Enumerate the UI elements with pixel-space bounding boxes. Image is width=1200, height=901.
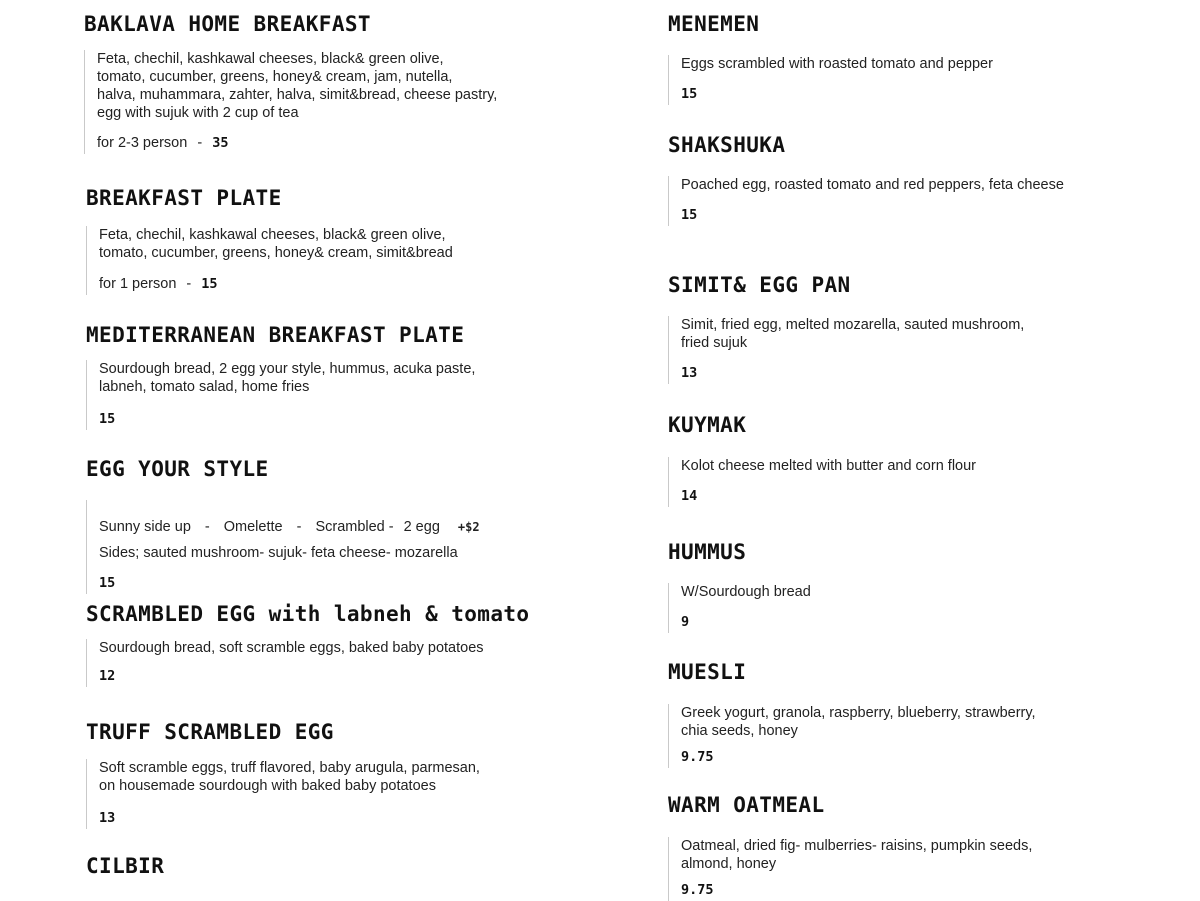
menu-item-detail — [86, 759, 606, 829]
menu-item-price-line — [681, 85, 1188, 103]
menu-item-hummus — [668, 539, 1188, 633]
menu-item-price: 15 — [681, 86, 698, 102]
menu-item-description: Oatmeal, dried fig- mulberries- raisins, pumpkin seeds, almond, honey — [681, 838, 1033, 872]
option-2-egg: 2 egg — [403, 519, 440, 535]
menu-item-price-line — [99, 275, 606, 293]
menu-item-title: TRUFF SCRAMBLED EGG — [86, 720, 334, 744]
menu-item-breakfast-plate — [86, 185, 606, 295]
menu-item-title: SHAKSHUKA — [668, 133, 786, 157]
menu-item-price-line — [681, 487, 1188, 505]
menu-item-price: 35 — [212, 135, 229, 151]
menu-item-price: 15 — [99, 575, 116, 591]
menu-item-price-line — [681, 613, 1188, 631]
menu-item-baklava-home-breakfast — [84, 11, 604, 154]
menu-item-detail — [668, 704, 1188, 768]
menu-item-title: HUMMUS — [668, 540, 747, 564]
menu-item-description: W/Sourdough bread — [681, 584, 811, 600]
menu-item-price: 15 — [201, 276, 218, 292]
menu-item-price: 9.75 — [681, 749, 714, 765]
menu-item-title: MENEMEN — [668, 12, 760, 36]
menu-item-price-line — [681, 881, 1188, 899]
menu-item-price-line — [99, 410, 606, 428]
menu-item-price: 9 — [681, 614, 690, 630]
menu-item-mediterranean-breakfast-plate — [86, 322, 606, 430]
menu-item-description: Feta, chechil, kashkawal cheeses, black& green olive, tomato, cucumber, greens, honey& cream, jam, nutella, halva, muhammara, zahter, halva, simit&bread, cheese pastry, egg with sujuk with 2 cup of tea — [97, 51, 498, 121]
menu-item-title: KUYMAK — [668, 413, 747, 437]
menu-item-simit-egg-pan — [668, 272, 1188, 384]
egg-style-options — [99, 500, 606, 536]
menu-item-description: Eggs scrambled with roasted tomato and pepper — [681, 56, 993, 72]
menu-item-title: MUESLI — [668, 660, 747, 684]
menu-item-price-line — [681, 748, 1188, 766]
menu-item-detail — [668, 176, 1188, 226]
menu-item-detail — [84, 50, 604, 154]
option-scrambled: Scrambled — [315, 519, 385, 535]
menu-item-title: BAKLAVA HOME BREAKFAST — [84, 12, 371, 36]
menu-item-price: 15 — [681, 207, 698, 223]
menu-item-title: MEDITERRANEAN BREAKFAST PLATE — [86, 323, 465, 347]
menu-item-warm-oatmeal — [668, 792, 1188, 901]
menu-item-description: Simit, fried egg, melted mozarella, sauted mushroom, fried sujuk — [681, 317, 1025, 351]
menu-item-detail — [86, 360, 606, 430]
menu-item-title: CILBIR — [86, 854, 165, 878]
dash-separator: - — [197, 135, 203, 151]
serving-size: for 1 person — [99, 276, 177, 292]
dash-separator: - — [204, 519, 210, 535]
menu-item-price-line — [99, 667, 646, 685]
serving-size: for 2-3 person — [97, 135, 188, 151]
menu-item-detail — [668, 837, 1188, 901]
menu-item-description: Poached egg, roasted tomato and red peppers, feta cheese — [681, 177, 1064, 193]
menu-item-title: WARM OATMEAL — [668, 793, 825, 817]
menu-item-cilbir — [86, 853, 606, 879]
menu-item-price-line — [681, 206, 1188, 224]
menu-item-kuymak — [668, 412, 1188, 507]
menu-item-title: EGG YOUR STYLE — [86, 457, 269, 481]
menu-item-price: 12 — [99, 668, 116, 684]
menu-item-title: SIMIT& EGG PAN — [668, 273, 851, 297]
menu-item-price: 13 — [99, 810, 116, 826]
menu-item-price-line — [99, 809, 606, 827]
menu-item-description: Sourdough bread, soft scramble eggs, baked baby potatoes — [99, 640, 484, 656]
menu-item-detail — [668, 457, 1188, 507]
menu-item-detail — [668, 316, 1188, 384]
menu-item-scrambled-egg-labneh — [86, 601, 646, 687]
menu-item-sides: Sides; sauted mushroom- sujuk- feta cheese- mozarella — [99, 545, 458, 561]
menu-item-price: 13 — [681, 365, 698, 381]
menu-item-price: 14 — [681, 488, 698, 504]
menu-item-price-line — [99, 574, 606, 592]
menu-item-detail — [668, 55, 1188, 105]
dash-separator: - — [388, 519, 394, 535]
menu-item-truff-scrambled-egg — [86, 719, 606, 829]
menu-item-description: Soft scramble eggs, truff flavored, baby arugula, parmesan, on housemade sourdough with baked baby potatoes — [99, 760, 480, 794]
menu-item-description: Greek yogurt, granola, raspberry, blueberry, strawberry, chia seeds, honey — [681, 705, 1036, 739]
menu-item-description: Feta, chechil, kashkawal cheeses, black& green olive, tomato, cucumber, greens, honey& cream, simit&bread — [99, 227, 453, 261]
menu-item-description: Kolot cheese melted with butter and corn flour — [681, 458, 976, 474]
menu-item-shakshuka — [668, 132, 1188, 226]
dash-separator: - — [296, 519, 302, 535]
menu-item-title: BREAKFAST PLATE — [86, 186, 282, 210]
menu-item-detail — [86, 639, 646, 687]
menu-item-menemen — [668, 11, 1188, 105]
menu-item-price-line — [681, 364, 1188, 382]
option-omelette: Omelette — [223, 519, 283, 535]
menu-item-description: Sourdough bread, 2 egg your style, hummus, acuka paste, labneh, tomato salad, home fries — [99, 361, 476, 395]
menu-item-price-line — [97, 134, 604, 152]
dash-separator: - — [186, 276, 192, 292]
menu-item-detail — [86, 500, 606, 594]
menu-item-detail — [668, 583, 1188, 633]
menu-item-detail — [86, 226, 606, 295]
menu-item-egg-your-style — [86, 456, 606, 594]
menu-item-price: 15 — [99, 411, 116, 427]
menu-item-price: 9.75 — [681, 882, 714, 898]
menu-item-muesli — [668, 659, 1188, 768]
menu-item-title: SCRAMBLED EGG with labneh & tomato — [86, 602, 530, 626]
extra-charge: +$2 — [457, 520, 480, 534]
option-sunny-side-up: Sunny side up — [99, 519, 191, 535]
